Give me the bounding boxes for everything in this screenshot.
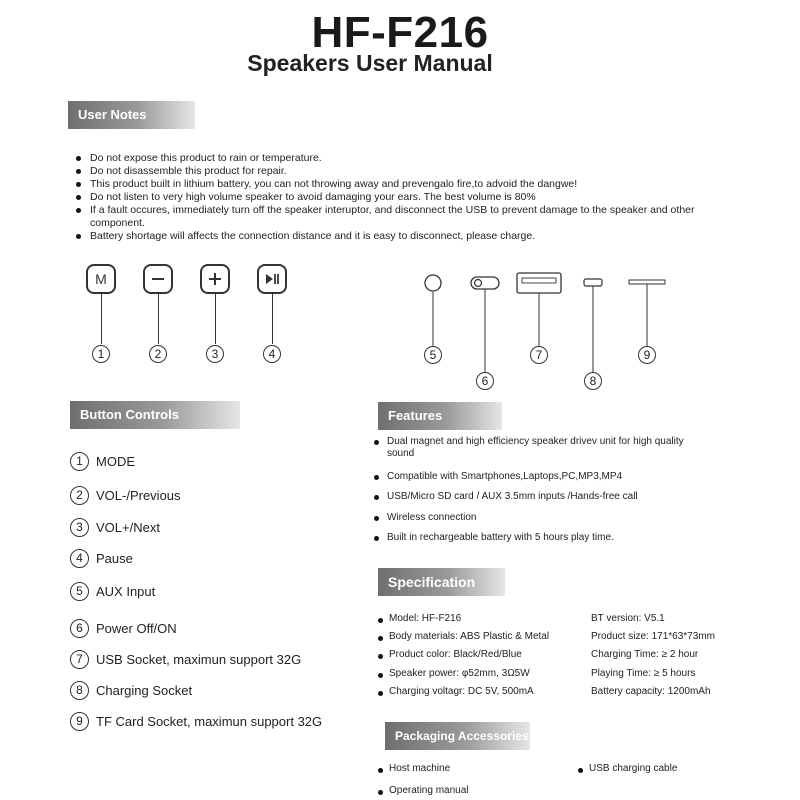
usb-port-icon <box>517 273 561 293</box>
feature-item: Built in rechargeable battery with 5 hours play time. <box>387 532 614 543</box>
aux-port-icon <box>425 275 441 291</box>
bullet <box>378 654 383 659</box>
callout-number: 3 <box>206 345 224 363</box>
callout-number: 7 <box>530 346 548 364</box>
control-label: VOL-/Previous <box>96 488 181 503</box>
user-note-item: Do not listen to very high volume speaker to avoid damaging your ears. The best volume is 80% <box>76 191 716 204</box>
control-label: AUX Input <box>96 584 156 599</box>
bullet <box>374 440 379 445</box>
specification-heading: Specification <box>378 568 505 596</box>
document-subtitle: Speakers User Manual <box>247 50 493 76</box>
callout-number: 2 <box>149 345 167 363</box>
spec-item: BT version: V5.1 <box>591 613 665 624</box>
leader-line <box>272 294 273 344</box>
leader-line <box>158 294 159 344</box>
button-controls-heading: Button Controls <box>70 401 240 429</box>
minus-icon <box>143 264 173 294</box>
spec-item: Model: HF-F216 <box>389 613 462 624</box>
plus-icon <box>200 264 230 294</box>
control-number: 4 <box>70 549 89 568</box>
bullet <box>374 516 379 521</box>
user-notes-list <box>76 152 716 243</box>
control-label: Charging Socket <box>96 683 193 698</box>
leader-line <box>101 294 102 344</box>
user-note-item: Do not disassemble this product for repair. <box>76 165 716 178</box>
user-note-item: Battery shortage will affects the connection distance and it is easy to disconnect, please charge. <box>76 230 716 243</box>
user-note-item: This product built in lithium battery, you can not throwing away and prevengalo fire,to advoid the dangwe! <box>76 178 716 191</box>
user-note-item: If a fault occures, immediately turn off the speaker interuptor, and disconnect the USB to prevent damage to the speaker and other component. <box>76 204 716 230</box>
control-label: Pause <box>96 551 133 566</box>
spec-item: Charging voltagr: DC 5V, 500mA <box>389 686 534 697</box>
spec-item: Playing Time: ≥ 5 hours <box>591 668 696 679</box>
control-number: 5 <box>70 582 89 601</box>
spec-item: Battery capacity: 1200mAh <box>591 686 711 697</box>
control-number: 7 <box>70 650 89 669</box>
bullet <box>378 691 383 696</box>
control-number: 8 <box>70 681 89 700</box>
control-label: USB Socket, maximun support 32G <box>96 652 302 667</box>
callout-number: 8 <box>584 372 602 390</box>
spec-item: Charging Time: ≥ 2 hour <box>591 649 699 660</box>
control-label: VOL+/Next <box>96 520 160 535</box>
bullet <box>378 768 383 773</box>
control-number: 6 <box>70 619 89 638</box>
spec-item: Speaker power: φ52mm, 3Ω5W <box>389 668 530 679</box>
packaging-heading: Packaging Accessories <box>385 722 530 750</box>
micro-usb-port-icon <box>584 279 602 286</box>
bullet <box>378 636 383 641</box>
packaging-item: USB charging cable <box>589 763 678 774</box>
spec-item: Product color: Black/Red/Blue <box>389 649 522 660</box>
bullet <box>378 673 383 678</box>
bullet <box>374 475 379 480</box>
callout-number: 1 <box>92 345 110 363</box>
callout-number: 5 <box>424 346 442 364</box>
play-pause-icon <box>257 264 287 294</box>
power-switch-icon <box>471 277 499 289</box>
spec-item: Product size: 171*63*73mm <box>591 631 715 642</box>
features-heading: Features <box>378 402 502 430</box>
spec-item: Body materials: ABS Plastic & Metal <box>389 631 550 642</box>
feature-item: Compatible with Smartphones,Laptops,PC,MP3,MP4 <box>387 471 623 482</box>
packaging-item: Host machine <box>389 763 451 774</box>
tf-card-slot-icon <box>629 280 665 284</box>
control-number: 1 <box>70 452 89 471</box>
leader-line <box>215 294 216 344</box>
bullet <box>378 618 383 623</box>
callout-number: 6 <box>476 372 494 390</box>
control-number: 9 <box>70 712 89 731</box>
feature-item: Dual magnet and high efficiency speaker drivev unit for high quality sound <box>387 436 684 459</box>
user-note-item: Do not expose this product to rain or temperature. <box>76 152 716 165</box>
control-label: MODE <box>96 454 135 469</box>
control-label: TF Card Socket, maximun support 32G <box>96 714 323 729</box>
control-number: 3 <box>70 518 89 537</box>
control-label: Power Off/ON <box>96 621 177 636</box>
bullet <box>578 768 583 773</box>
control-number: 2 <box>70 486 89 505</box>
ports-diagram <box>400 265 700 395</box>
bullet <box>374 495 379 500</box>
document-title: HF-F216 <box>311 8 489 57</box>
user-notes-heading: User Notes <box>68 101 195 129</box>
bullet <box>374 536 379 541</box>
packaging-item: Operating manual <box>389 785 469 796</box>
mode-icon: M <box>86 264 116 294</box>
callout-number: 9 <box>638 346 656 364</box>
feature-item: USB/Micro SD card / AUX 3.5mm inputs /Hands-free call <box>387 491 638 502</box>
callout-number: 4 <box>263 345 281 363</box>
feature-item: Wireless connection <box>387 512 477 523</box>
bullet <box>378 790 383 795</box>
